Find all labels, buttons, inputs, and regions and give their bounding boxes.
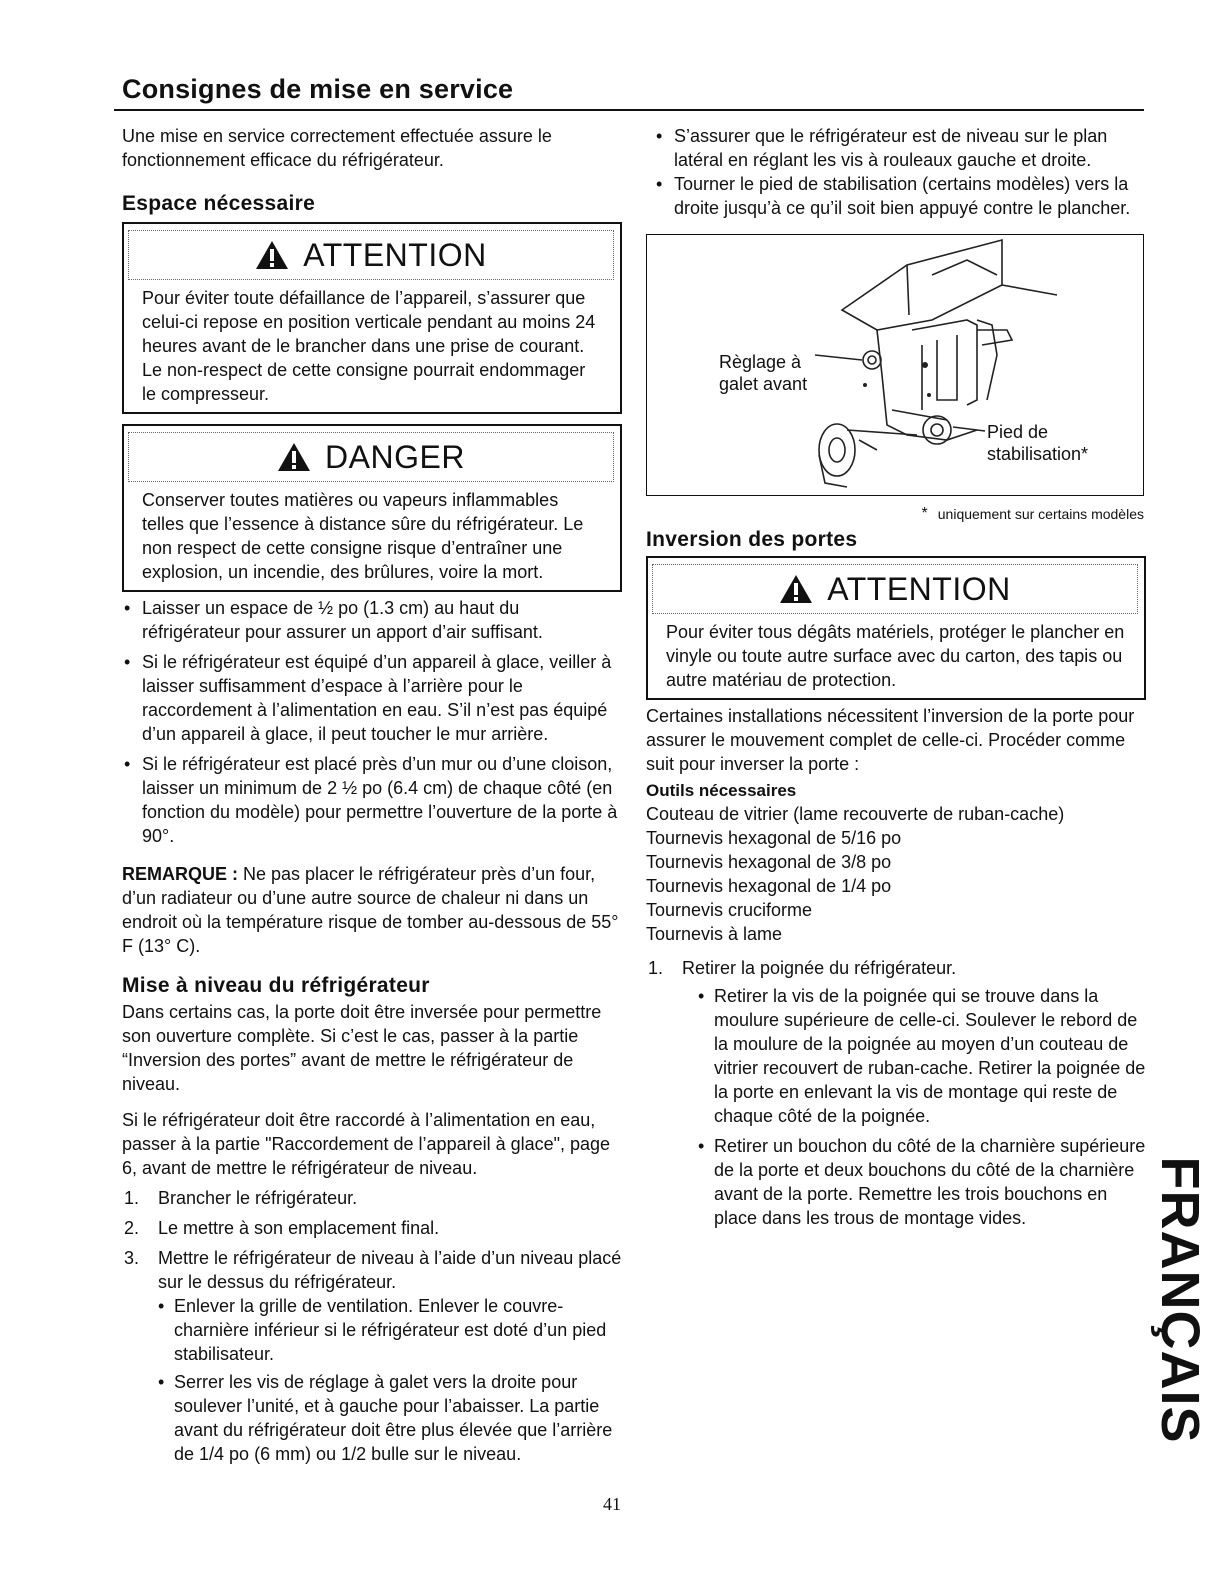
attention-box-2 — [646, 556, 1146, 700]
list-item: Tournevis hexagonal de 5/16 po — [646, 828, 902, 848]
title-rule — [114, 109, 1144, 111]
label-stabilizer-foot: Pied de stabilisation* — [987, 422, 1089, 464]
step-text: Brancher le réfrigérateur. — [158, 1188, 358, 1208]
niveau-paragraph-1: Dans certains cas, la porte doit être inversée pour permettre son ouverture complète. Si c’est le cas, passer à la partie “Inversion des portes” avant de mettre le réfrigérateur de niveau. — [122, 1002, 602, 1094]
attention-header-1 — [128, 230, 614, 280]
list-item: Couteau de vitrier (lame recouverte de ruban-cache) — [646, 804, 1065, 824]
danger-label: DANGER — [325, 439, 465, 475]
step3-bullets — [158, 1294, 622, 1466]
danger-text: Conserver toutes matières ou vapeurs inflammables telles que l’essence à distance sûre du réfrigérateur. Le non respect de cette consigne risque d’entraîner une explosion, un incendie, des brûlures, voire la mort. — [142, 490, 584, 582]
leveling-figure — [646, 234, 1144, 496]
attention-text-2: Pour éviter tous dégâts matériels, protéger le plancher en vinyle ou toute autre surface avec du carton, des tapis ou autre matériau de protection. — [666, 622, 1125, 690]
espace-heading: Espace nécessaire — [122, 192, 316, 215]
step-item — [122, 1216, 622, 1240]
step-number: 1. — [648, 958, 664, 978]
warning-triangle-icon — [277, 442, 311, 472]
niveau-heading: Mise à niveau du réfrigérateur — [122, 974, 430, 997]
list-item: • Serrer les vis de réglage à galet vers la droite pour soulever l’unité, et à gauche pour l’abaisser. La partie avant du réfrigérateur doit être plus élevée que l’arrière de 1/4 po (6 mm) ou 1/2 bulle sur le niveau. — [158, 1370, 622, 1466]
footnote-star: * — [921, 505, 928, 522]
label-front-roller: Règlage à galet avant — [719, 352, 808, 394]
list-item: Tournevis hexagonal de 3/8 po — [646, 852, 892, 872]
list-item: • Retirer un bouchon du côté de la charnière supérieure de la porte et deux bouchons du côté de la charnière avant de la porte. Remettre les trois bouchons en place dans les trous de montage vides. — [698, 1134, 1146, 1230]
step1-bullets — [698, 984, 1146, 1230]
attention-label-2: ATTENTION — [827, 571, 1011, 607]
list-item: Tournevis hexagonal de 1/4 po — [646, 876, 892, 896]
remarque-label: REMARQUE : — [122, 864, 238, 884]
niveau-steps — [122, 1186, 622, 1466]
niveau-paragraph-2: Si le réfrigérateur doit être raccordé à l’alimentation en eau, passer à la partie "Raccordement de l’appareil à glace", page 6, avant de mettre le réfrigérateur de niveau. — [122, 1110, 611, 1178]
footnote-text: uniquement sur certains modèles — [937, 506, 1144, 522]
step-item — [122, 1186, 622, 1210]
step-text: Retirer la poignée du réfrigérateur. — [682, 958, 957, 978]
remarque-text: Ne pas placer le réfrigérateur près d’un four, d’un radiateur ou d’une autre source de chaleur ni dans un endroit où la température risque de tomber au-dessous de 55° F (13° C). — [122, 864, 619, 956]
attention-box-1 — [122, 222, 622, 414]
tools-list — [646, 802, 1146, 946]
list-item: • Enlever la grille de ventilation. Enlever le couvre-charnière inférieur si le réfrigérateur est doté d’un pied stabilisateur. — [158, 1294, 622, 1366]
attention-header-2 — [652, 564, 1138, 614]
inversion-steps — [646, 956, 1146, 1230]
inversion-heading: Inversion des portes — [646, 528, 858, 551]
step-number: 2. — [124, 1218, 140, 1238]
remarque-paragraph — [122, 862, 622, 958]
list-item: • Si le réfrigérateur est placé près d’un mur ou d’une cloison, laisser un minimum de 2 ½ po (6.4 cm) de chaque côté (en fonction du modèle) pour permettre l’ouverture de la porte à 90°. — [122, 752, 622, 848]
list-item: • Si le réfrigérateur est équipé d’un appareil à glace, veiller à laisser suffisamment d’espace à l’arrière pour le raccordement à l’alimentation en eau. S’il n’est pas équipé d’un appareil à glace, il peut toucher le mur arrière. — [122, 650, 622, 746]
list-item: • Retirer la vis de la poignée qui se trouve dans la moulure supérieure de celle-ci. Soulever le rebord de la moulure de la poignée au moyen d’un couteau de vitrier recouvert de ruban-cache. Retirer la poignée de la porte en enlevant la vis de montage qui reste de chaque côté de la poignée. — [698, 984, 1146, 1128]
list-item: • Tourner le pied de stabilisation (certains modèles) vers la droite jusqu’à ce qu’il soit bien appuyé contre le plancher. — [654, 172, 1146, 220]
step-text: Le mettre à son emplacement final. — [158, 1218, 440, 1238]
espace-bullets — [122, 596, 622, 848]
page-title: Consignes de mise en service — [122, 74, 514, 104]
danger-header — [128, 432, 614, 482]
step-number: 3. — [124, 1248, 140, 1268]
tools-heading: Outils nécessaires — [646, 781, 797, 800]
list-item: Tournevis cruciforme — [646, 900, 813, 920]
leveling-bullets — [646, 124, 1146, 220]
danger-box — [122, 424, 622, 592]
warning-triangle-icon — [779, 574, 813, 604]
list-item: • Laisser un espace de ½ po (1.3 cm) au haut du réfrigérateur pour assurer un apport d’air suffisant. — [122, 596, 622, 644]
inversion-intro: Certaines installations nécessitent l’inversion de la porte pour assurer le mouvement complet de celle-ci. Procéder comme suit pour inverser la porte : — [646, 706, 1135, 774]
language-tab-label: FRANÇAIS — [1150, 1156, 1210, 1444]
right-column — [646, 124, 1146, 1230]
list-item: • S’assurer que le réfrigérateur est de niveau sur le plan latéral en réglant les vis à rouleaux gauche et droite. — [654, 124, 1146, 172]
attention-text-1: Pour éviter toute défaillance de l’appareil, s’assurer que celui-ci repose en position verticale pendant au moins 24 heures avant de le brancher dans une prise de courant. Le non-respect de cette consigne pourrait endommager le compresseur. — [142, 288, 596, 404]
step-text: Mettre le réfrigérateur de niveau à l’aide d’un niveau placé sur le dessus du réfrigérateur. — [158, 1248, 622, 1292]
step-item — [122, 1246, 622, 1466]
step-number: 1. — [124, 1188, 140, 1208]
attention-label-1: ATTENTION — [303, 237, 487, 273]
list-item: Tournevis à lame — [646, 924, 783, 944]
step-item — [646, 956, 1146, 1230]
figure-footnote — [646, 504, 1146, 524]
warning-triangle-icon — [255, 240, 289, 270]
left-column — [122, 124, 622, 1466]
intro-paragraph: Une mise en service correctement effectuée assure le fonctionnement efficace du réfrigérateur. — [122, 126, 552, 170]
page-number: 41 — [603, 1494, 621, 1514]
